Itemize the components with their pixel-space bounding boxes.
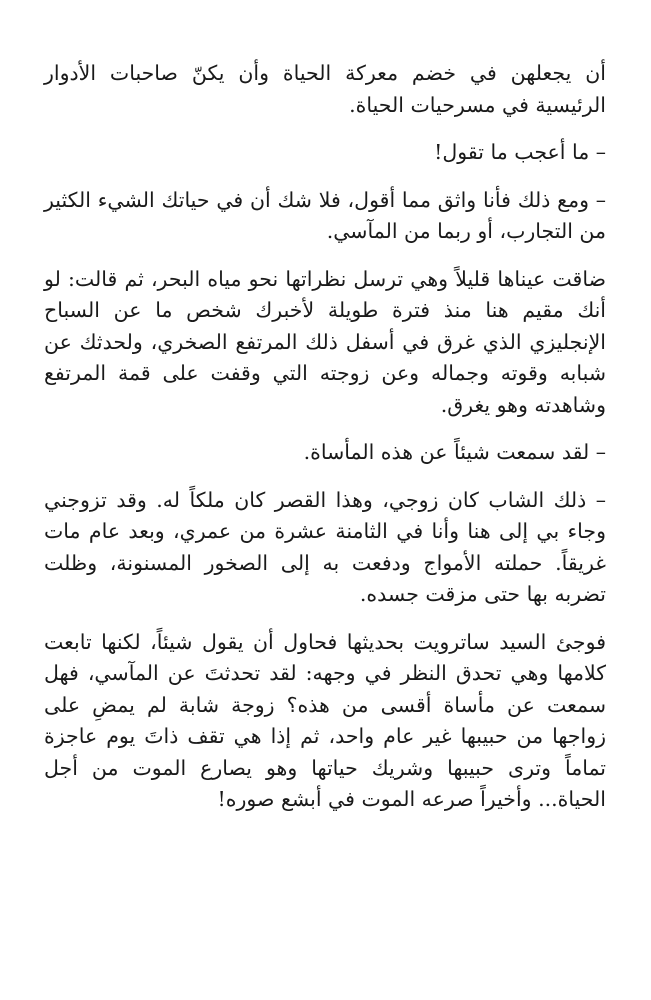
paragraph-dialogue-heard: – لقد سمعت شيئاً عن هذه المأساة. (303, 440, 606, 464)
paragraph-continuation: أن يجعلهن في خضم معركة الحياة وأن يكنّ صاحبات الأدوار الرئيسية في مسرحيات الحياة. (44, 61, 606, 117)
book-page (44, 58, 606, 832)
paragraph-narration-tragedy: فوجئ السيد ساترويت بحديثها فحاول أن يقول شيئاً، لكنها تابعت كلامها وهي تحدق النظر في وجهه: لقد تحدثتَ عن المآسي، فهل سمعت عن مأساة أقسى من هذه؟ زوجة شابة لم يمضِ على زواجها من حبيبها غير عام واحد، ثم إذا هي تقف ذاتَ يوم عاجزة تماماً وترى حبيبها وشريك حياتها وهو يصارع الموت من أجل الحياة... وأخيراً صرعه الموت في أبشع صوره! (44, 629, 606, 811)
paragraph-dialogue-confident: – ومع ذلك فأنا واثق مما أقول، فلا شك أن في حياتك الشيء الكثير من التجارب، أو ربما من المآسي. (44, 187, 606, 243)
paragraph-narration-sea: ضاقت عيناها قليلاً وهي ترسل نظراتها نحو مياه البحر، ثم قالت: لو أنك مقيم هنا منذ فترة طويلة لأخبرك شخص ما عن السباح الإنجليزي الذي غرق في أسفل ذلك المرتفع الصخري، ولحدثك عن شبابه وقوته وجماله وعن زوجته التي وقفت على قمة المرتفع وشاهدته وهو يغرق. (44, 266, 606, 417)
paragraph-dialogue-exclamation: – ما أعجب ما تقول! (434, 140, 606, 164)
paragraph-dialogue-husband: – ذلك الشاب كان زوجي، وهذا القصر كان ملكاً له. وقد تزوجني وجاء بي إلى هنا وأنا في الثامنة عشرة من عمري، وبعد عام مات غريقاً. حملته الأمواج ودفعت به إلى الصخور المسنونة، وظلت تضربه بها حتى مزقت جسده. (44, 487, 606, 606)
